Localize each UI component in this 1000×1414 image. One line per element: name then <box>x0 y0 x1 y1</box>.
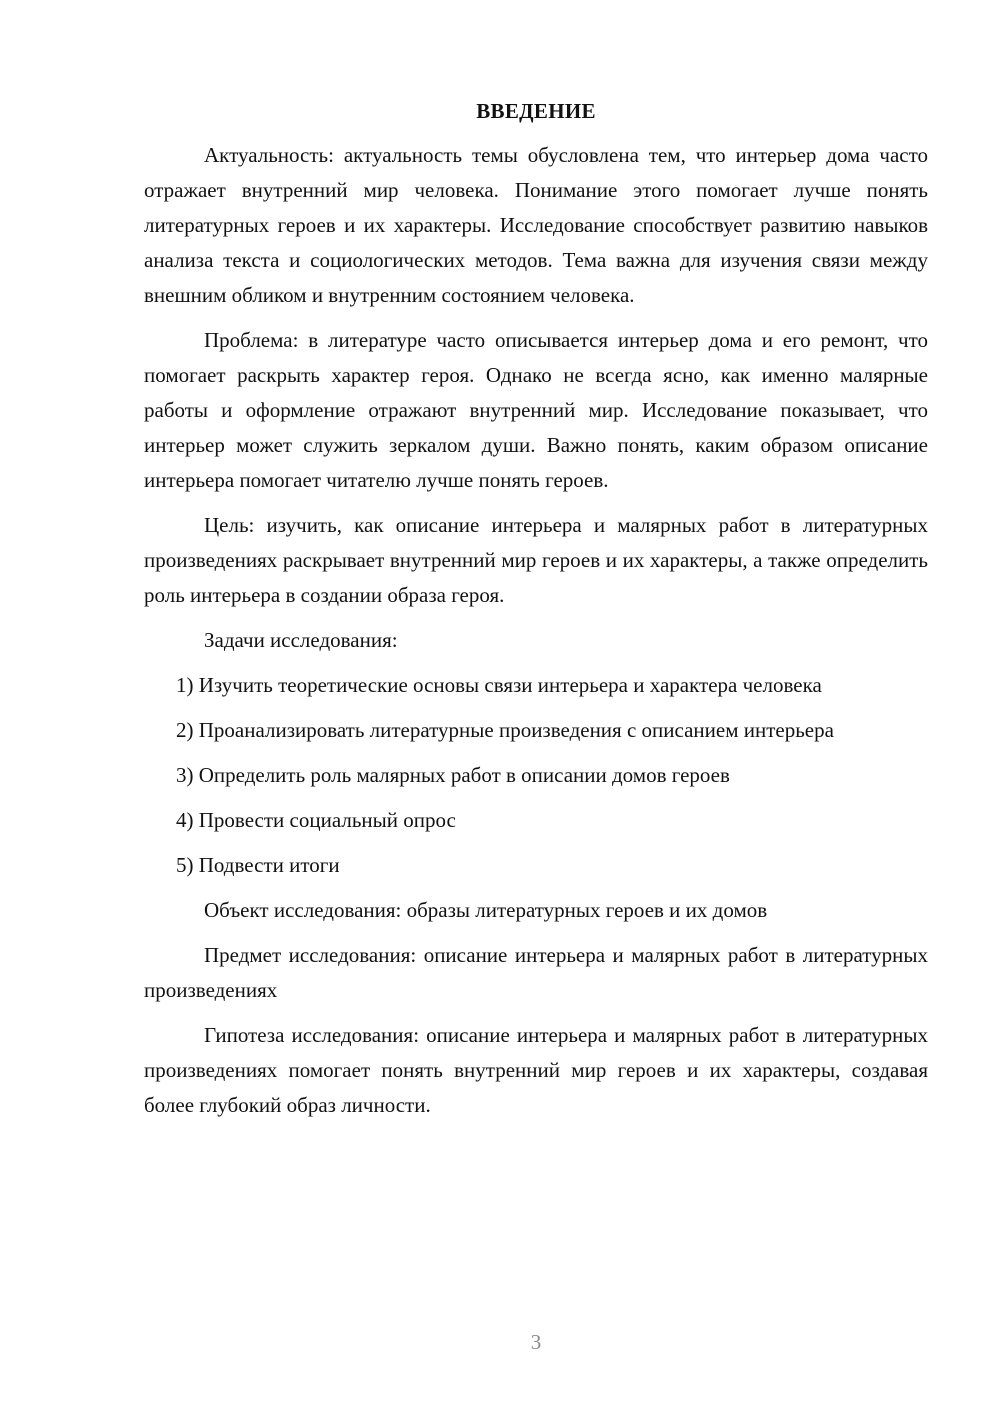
task-item: 3) Определить роль малярных работ в описании домов героев <box>176 763 730 787</box>
tasks-title: Задачи исследования: <box>204 628 398 652</box>
relevance-paragraph: Актуальность: актуальность темы обусловлена тем, что интерьер дома часто отражает внутренний мир человека. Понимание этого помогает лучше понять литературных героев и их характеры. Исследование способствует развитию навыков анализа текста и социологических методов. Тема важна для изучения связи между внешним обликом и внутренним состоянием человека. <box>144 143 928 307</box>
problem-paragraph: Проблема: в литературе часто описывается интерьер дома и его ремонт, что помогает раскрыть характер героя. Однако не всегда ясно, как именно малярные работы и оформление отражают внутренний мир. Исследование показывает, что интерьер может служить зеркалом души. Важно понять, каким образом описание интерьера помогает читателю лучше понять героев. <box>144 328 928 492</box>
task-item: 4) Провести социальный опрос <box>176 808 456 832</box>
hypothesis-paragraph: Гипотеза исследования: описание интерьера и малярных работ в литературных произведениях помогает понять внутренний мир героев и их характеры, создавая более глубокий образ личности. <box>144 1023 928 1117</box>
object-paragraph: Объект исследования: образы литературных героев и их домов <box>204 898 768 922</box>
section-heading: ВВЕДЕНИЕ <box>476 99 596 123</box>
task-item: 2) Проанализировать литературные произведения с описанием интерьера <box>176 718 834 742</box>
page-number: 3 <box>530 1330 542 1354</box>
task-item: 5) Подвести итоги <box>176 853 340 877</box>
subject-paragraph: Предмет исследования: описание интерьера и малярных работ в литературных произведениях <box>144 943 928 1002</box>
goal-paragraph: Цель: изучить, как описание интерьера и малярных работ в литературных произведениях раскрывает внутренний мир героев и их характеры, а также определить роль интерьера в создании образа героя. <box>144 513 928 607</box>
task-item: 1) Изучить теоретические основы связи интерьера и характера человека <box>176 673 822 697</box>
page-content <box>144 96 928 1133</box>
